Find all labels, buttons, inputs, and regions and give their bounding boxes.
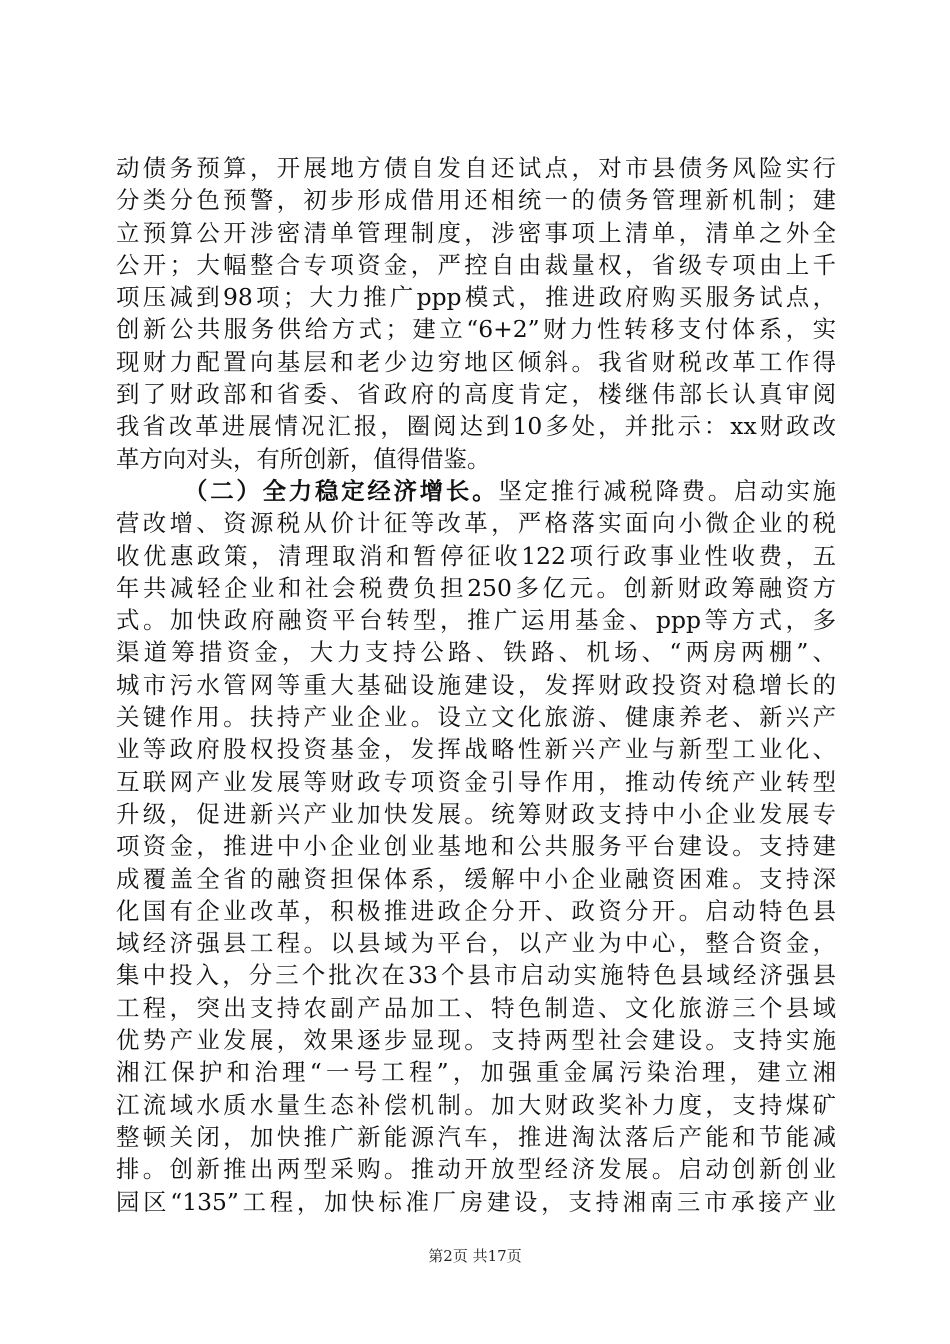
text-line: 立预算公开涉密清单管理制度，涉密事项上清单，清单之外全 [116, 218, 836, 247]
text-line: 分类分色预警，初步形成借用还相统一的债务管理新机制；建 [116, 186, 836, 215]
text-line: 化国有企业改革，积极推进政企分开、政资分开。启动特色县 [116, 896, 836, 925]
text-line: 业等政府股权投资基金，发挥战略性新兴产业与新型工业化、 [116, 735, 836, 764]
text-line: 园区“135”工程，加快标准厂房建设，支持湘南三市承接产业 [116, 1187, 836, 1216]
text-line: 优势产业发展，效果逐步显现。支持两型社会建设。支持实施 [116, 1026, 836, 1055]
text-line: 式。加快政府融资平台转型，推广运用基金、ppp等方式，多 [116, 606, 836, 635]
text-line: 集中投入，分三个批次在33个县市启动实施特色县域经济强县 [116, 961, 836, 990]
text-line: 整顿关闭，加快推广新能源汽车，推进淘汰落后产能和节能减 [116, 1122, 836, 1151]
page-footer [0, 1246, 950, 1266]
text-line: 城市污水管网等重大基础设施建设，发挥财政投资对稳增长的 [116, 670, 836, 699]
page-number: 第2页 共17页 [428, 1247, 522, 1265]
section-2-first-line [116, 475, 836, 507]
paragraph-2 [116, 507, 836, 1218]
text-line: 收优惠政策，清理取消和暂停征收122项行政事业性收费，五 [116, 541, 836, 570]
text-line: 项压减到98项；大力推广ppp模式，推进政府购买服务试点， [116, 283, 836, 312]
text-line: 现财力配置向基层和老少边穷地区倾斜。我省财税改革工作得 [116, 347, 836, 376]
text-line: 动债务预算，开展地方债自发自还试点，对市县债务风险实行 [116, 154, 836, 182]
text-line: 我省改革进展情况汇报，圈阅达到10多处，并批示：xx财政改 [116, 412, 836, 441]
section-2-heading: （二）全力稳定经济增长。 [184, 476, 499, 505]
body-text [116, 152, 836, 1218]
text-line: 到了财政部和省委、省政府的高度肯定，楼继伟部长认真审阅 [116, 380, 836, 409]
text-line: 互联网产业发展等财政专项资金引导作用，推动传统产业转型 [116, 767, 836, 796]
text-line: 创新公共服务供给方式；建立“6+2”财力性转移支付体系，实 [116, 315, 836, 344]
text-line: 工程，突出支持农副产品加工、特色制造、文化旅游三个县域 [116, 993, 836, 1022]
text-line: 公开；大幅整合专项资金，严控自由裁量权，省级专项由上千 [116, 250, 836, 279]
text-line: 湘江保护和治理“一号工程”，加强重金属污染治理，建立湘 [116, 1058, 836, 1087]
text-line: 关键作用。扶持产业企业。设立文化旅游、健康养老、新兴产 [116, 703, 836, 732]
text-line: 年共减轻企业和社会税费负担250多亿元。创新财政筹融资方 [116, 573, 836, 602]
text-line: 排。创新推出两型采购。推动开放型经济发展。启动创新创业 [116, 1155, 836, 1184]
paragraph-1 [116, 152, 836, 475]
text-line: 项资金，推进中小企业创业基地和公共服务平台建设。支持建 [116, 832, 836, 861]
text-line: 革方向对头，有所创新，值得借鉴。 [116, 444, 491, 473]
text-line: 域经济强县工程。以县域为平台，以产业为中心，整合资金， [116, 929, 836, 958]
section-2-first-line-text: 坚定推行减税降费。启动实施 [498, 476, 837, 505]
text-line: 江流域水质水量生态补偿机制。加大财政奖补力度，支持煤矿 [116, 1090, 836, 1119]
text-line: 渠道筹措资金，大力支持公路、铁路、机场、“两房两棚”、 [116, 638, 836, 667]
text-line: 升级，促进新兴产业加快发展。统筹财政支持中小企业发展专 [116, 799, 836, 828]
text-line: 营改增、资源税从价计征等改革，严格落实面向小微企业的税 [116, 509, 836, 538]
text-line: 成覆盖全省的融资担保体系，缓解中小企业融资困难。支持深 [116, 864, 836, 893]
